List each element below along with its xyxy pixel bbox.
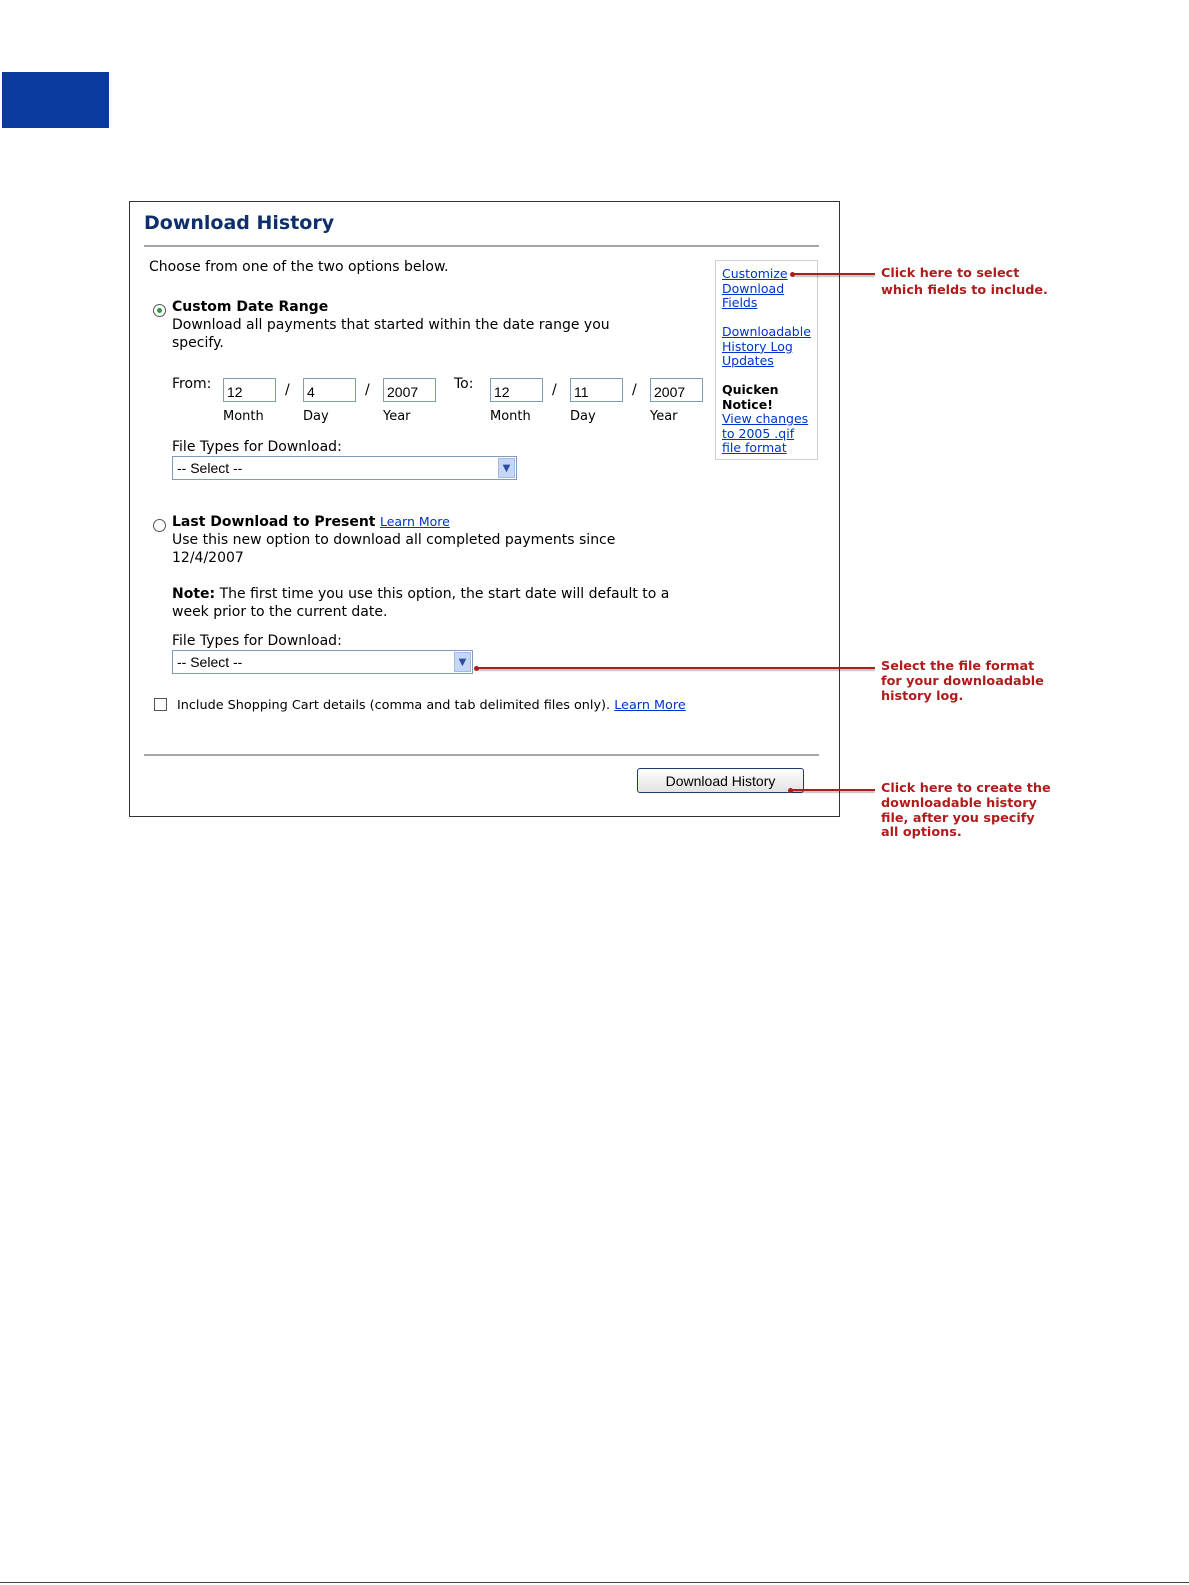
- callout-text: for your downloadable: [881, 673, 1044, 689]
- day-caption: Day: [570, 409, 596, 424]
- note-label: Note:: [172, 586, 216, 602]
- date-separator: /: [552, 382, 557, 398]
- month-caption: Month: [490, 409, 531, 424]
- date-separator: /: [365, 382, 370, 398]
- file-types-label: File Types for Download:: [172, 439, 342, 455]
- download-history-panel: [129, 201, 840, 817]
- blue-header-tab: [2, 72, 109, 128]
- callout-line: [794, 273, 875, 275]
- select-value: -- Select --: [177, 654, 243, 670]
- customize-download-fields-link[interactable]: Customize Download Fields: [722, 266, 788, 311]
- date-separator: /: [285, 382, 290, 398]
- to-label: To:: [454, 376, 474, 392]
- callout-line: [478, 667, 875, 669]
- callout-text: which fields to include.: [881, 282, 1048, 298]
- date-separator: /: [632, 382, 637, 398]
- file-types-select-custom[interactable]: [172, 456, 517, 480]
- callout-text: downloadable history: [881, 795, 1037, 811]
- to-year-input[interactable]: [650, 378, 703, 402]
- custom-date-range-radio[interactable]: [153, 304, 166, 317]
- callout-file-format: [881, 660, 1044, 704]
- shopping-cart-row: [177, 698, 686, 713]
- chevron-down-icon[interactable]: ▼: [498, 458, 515, 478]
- learn-more-link[interactable]: Learn More: [379, 514, 450, 529]
- callout-text: Click here to create the: [881, 781, 1051, 796]
- callout-text: history log.: [881, 688, 964, 704]
- from-day-input[interactable]: [303, 378, 356, 402]
- learn-more-link[interactable]: Learn More: [614, 698, 686, 713]
- shopping-cart-label: Include Shopping Cart details (comma and tab delimited files only).: [177, 698, 611, 713]
- chevron-down-icon[interactable]: ▼: [454, 652, 471, 672]
- from-year-input[interactable]: [383, 378, 436, 402]
- callout-text: file, after you specify: [881, 810, 1035, 826]
- custom-date-range-label: Custom Date Range: [172, 299, 329, 315]
- day-caption: Day: [303, 409, 329, 424]
- sidebar-links-box: [715, 260, 818, 460]
- callout-text: Click here to select: [881, 266, 1020, 281]
- last-download-radio[interactable]: [153, 519, 166, 532]
- callout-download-button: [881, 782, 1051, 841]
- last-download-desc-line1: Use this new option to download all completed payments since: [172, 532, 616, 548]
- callout-line: [792, 789, 875, 791]
- select-value: -- Select --: [177, 460, 243, 476]
- year-caption: Year: [650, 409, 678, 424]
- last-download-label: Last Download to Present: [172, 514, 376, 530]
- footer-divider: [144, 754, 819, 756]
- intro-text: Choose from one of the two options below.: [149, 259, 449, 275]
- custom-range-desc-line2: specify.: [172, 335, 224, 351]
- shopping-cart-checkbox[interactable]: [154, 698, 167, 711]
- note-line1: [172, 586, 669, 602]
- last-download-heading: [172, 514, 450, 530]
- callout-customize-fields: [881, 267, 1048, 299]
- year-caption: Year: [383, 409, 411, 424]
- from-month-input[interactable]: [223, 378, 276, 402]
- last-download-desc-line2: 12/4/2007: [172, 550, 244, 566]
- to-day-input[interactable]: [570, 378, 623, 402]
- note-text: The first time you use this option, the start date will default to a: [215, 586, 670, 602]
- callout-text: all options.: [881, 825, 962, 841]
- file-types-label: File Types for Download:: [172, 633, 342, 649]
- callout-text: Select the file format: [881, 659, 1035, 674]
- month-caption: Month: [223, 409, 264, 424]
- from-label: From:: [172, 376, 212, 392]
- page-title: Download History: [144, 212, 335, 234]
- view-changes-qif-link[interactable]: View changes to 2005 .qif file format: [722, 411, 809, 456]
- download-history-button[interactable]: Download History: [637, 768, 804, 793]
- note-line2: week prior to the current date.: [172, 604, 388, 620]
- page-footer-rule: [0, 1582, 1189, 1583]
- title-divider: [144, 245, 819, 247]
- quicken-notice-heading: Quicken Notice!: [722, 382, 779, 412]
- to-month-input[interactable]: [490, 378, 543, 402]
- file-types-select-last-download[interactable]: [172, 650, 473, 674]
- history-log-updates-link[interactable]: Downloadable History Log Updates: [722, 324, 811, 369]
- custom-range-desc-line1: Download all payments that started within the date range you: [172, 317, 610, 333]
